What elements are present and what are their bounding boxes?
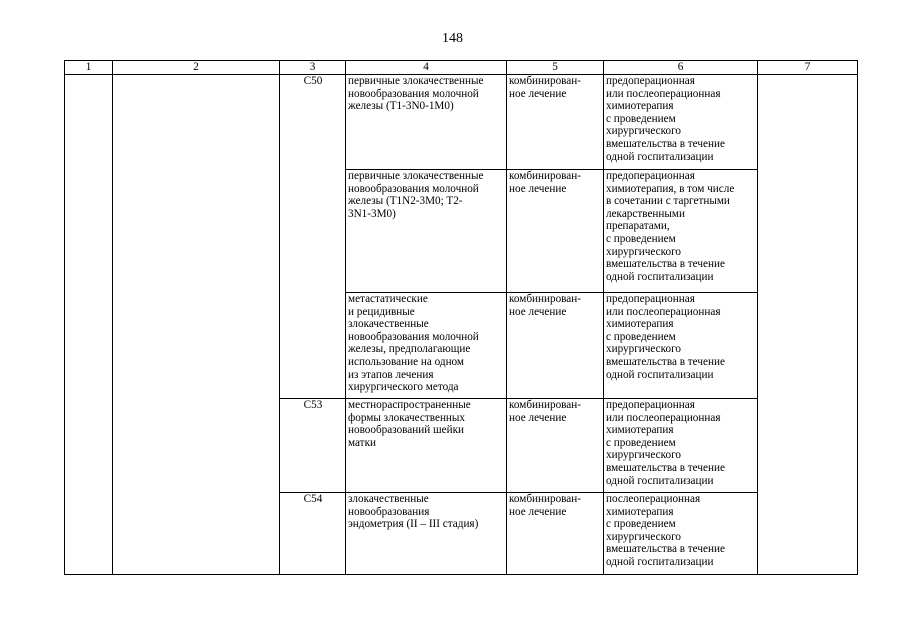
column-number: 2 (113, 61, 280, 75)
treatment-type: комбинирован- ное лечение (507, 493, 604, 575)
diagnosis-code: C50 (280, 75, 346, 399)
patient-model: местнораспространенные формы злокачественных новообразований шейки матки (346, 399, 507, 493)
page-number: 148 (442, 31, 463, 46)
treatment-method: предоперационная или послеоперационная химиотерапия с проведением хирургического вмешательства в течение одной госпитализации (604, 75, 758, 170)
col1-cell (65, 75, 113, 575)
table-header-row (65, 61, 858, 75)
column-number: 7 (758, 61, 858, 75)
treatment-type: комбинирован- ное лечение (507, 170, 604, 293)
treatment-table (64, 60, 858, 575)
column-number: 4 (346, 61, 507, 75)
column-number: 1 (65, 61, 113, 75)
treatment-method: предоперационная химиотерапия, в том числе в сочетании с таргетными лекарственными препаратами, с проведением хирургического вмешательства в течение одной госпитализации (604, 170, 758, 293)
col7-cell (758, 75, 858, 575)
treatment-method: послеоперационная химиотерапия с проведением хирургического вмешательства в течение одной госпитализации (604, 493, 758, 575)
patient-model: злокачественные новообразования эндометрия (II – III стадия) (346, 493, 507, 575)
treatment-type: комбинирован- ное лечение (507, 293, 604, 399)
column-number: 3 (280, 61, 346, 75)
column-number: 6 (604, 61, 758, 75)
treatment-method: предоперационная или послеоперационная химиотерапия с проведением хирургического вмешательства в течение одной госпитализации (604, 399, 758, 493)
treatment-method: предоперационная или послеоперационная химиотерапия с проведением хирургического вмешательства в течение одной госпитализации (604, 293, 758, 399)
col2-cell (113, 75, 280, 575)
patient-model: первичные злокачественные новообразования молочной железы (T1N2-3M0; T2- 3N1-3M0) (346, 170, 507, 293)
treatment-type: комбинирован- ное лечение (507, 399, 604, 493)
diagnosis-code: C54 (280, 493, 346, 575)
table-row (65, 75, 858, 170)
column-number: 5 (507, 61, 604, 75)
treatment-type: комбинирован- ное лечение (507, 75, 604, 170)
patient-model: метастатические и рецидивные злокачественные новообразования молочной железы, предполагающие использование на одном из этапов лечения хирургического метода (346, 293, 507, 399)
patient-model: первичные злокачественные новообразования молочной железы (T1-3N0-1M0) (346, 75, 507, 170)
diagnosis-code: C53 (280, 399, 346, 493)
